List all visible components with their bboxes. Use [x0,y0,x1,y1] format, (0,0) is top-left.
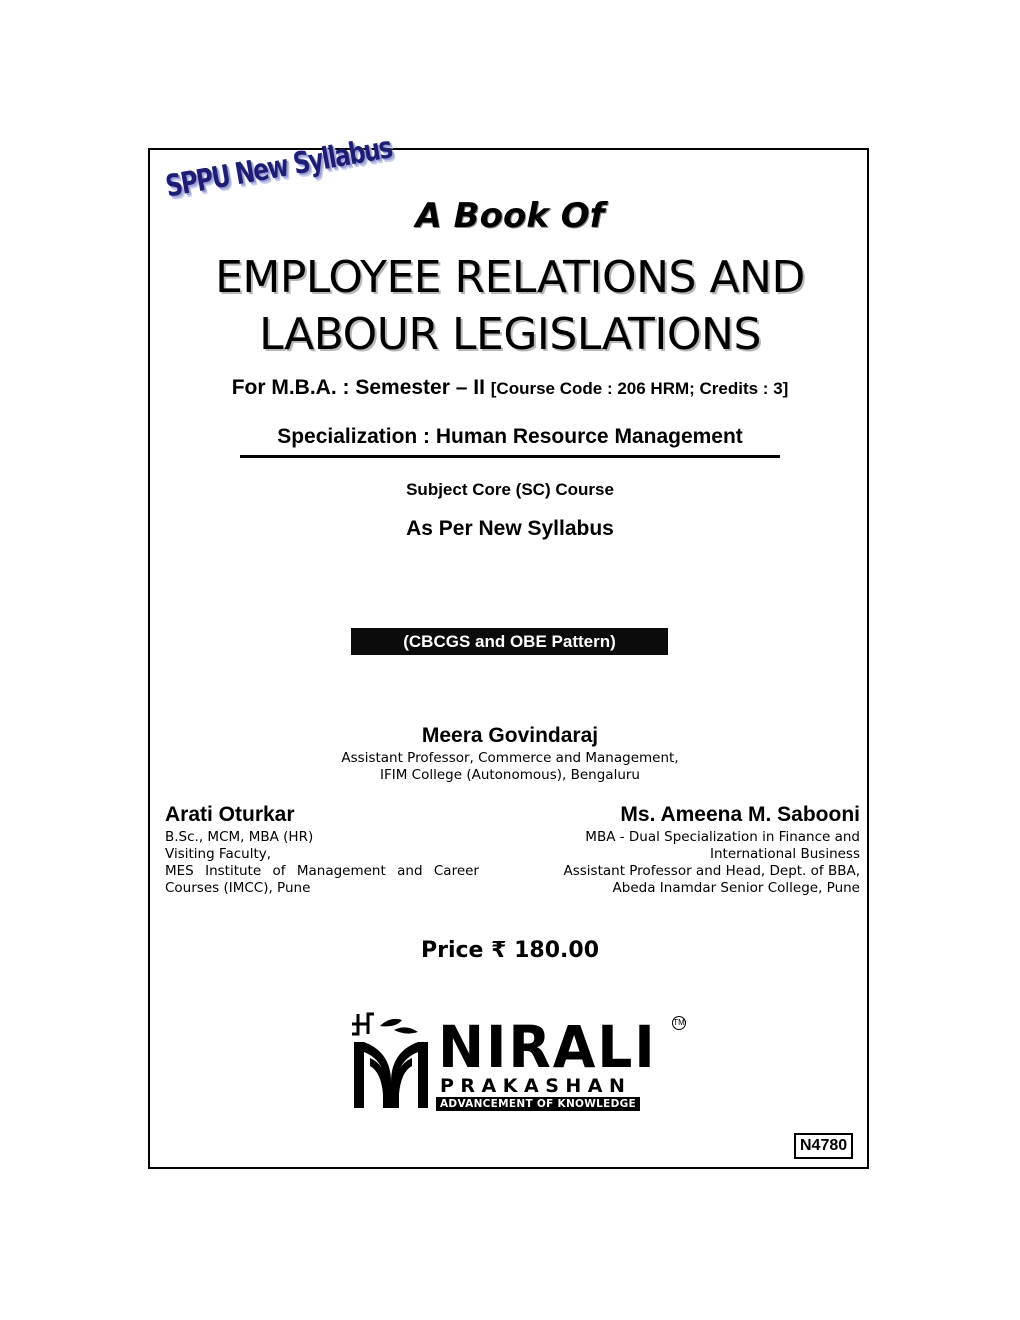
publisher-logo [350,1012,690,1112]
author-right-line: Abeda Inamdar Senior College, Pune [612,880,860,896]
publisher-sub: PRAKASHAN [440,1075,632,1097]
specialization: Specialization : Human Resource Management [240,425,780,458]
price-label: Price [420,938,484,963]
title-line-1: EMPLOYEE RELATIONS AND [215,252,805,303]
author-left-desc [165,829,479,897]
price [150,938,870,963]
semester-text: For M.B.A. : Semester – II [231,376,485,399]
book-code: N4780 [794,1133,853,1159]
author-right-name: Ms. Ameena M. Sabooni [620,803,860,826]
author-left-name: Arati Oturkar [165,803,295,826]
author-left-line: B.Sc., MCM, MBA (HR) [165,829,314,845]
author-main-name: Meera Govindaraj [421,724,599,747]
author-right-desc [530,829,860,897]
subject-core: Subject Core (SC) Course [406,480,614,499]
title-line-2: LABOUR LEGISLATIONS [259,309,761,360]
author-right-line: MBA - Dual Specialization in Finance and [585,829,860,845]
price-amount: 180.00 [514,938,600,963]
as-per-new-syllabus: As Per New Syllabus [406,517,614,540]
author-right-line: International Business [710,846,860,862]
author-main-line: Assistant Professor, Commerce and Management, [341,750,679,766]
author-right-line: Assistant Professor and Head, Dept. of BBA, [563,863,860,879]
trademark-icon: TM [672,1016,686,1030]
author-main-line: IFIM College (Autonomous), Bengaluru [380,767,640,783]
course-code-text: [Course Code : 206 HRM; Credits : 3] [490,379,789,398]
pattern-badge: (CBCGS and OBE Pattern) [351,628,668,655]
a-book-of-heading: A Book Of [415,196,605,236]
author-left-line: MES Institute of Management and Career Courses (IMCC), Pune [165,863,479,896]
rupee-icon: ₹ [491,938,507,963]
author-left-line: Visiting Faculty, [165,846,272,862]
semester-line [150,376,870,400]
nirali-emblem-icon [350,1012,436,1112]
author-main-desc [150,750,870,784]
publisher-name: NIRALI [438,1013,657,1081]
sppu-new-syllabus-stamp: SPPU New Syllabus [163,130,394,205]
publisher-tagline: ADVANCEMENT OF KNOWLEDGE [436,1097,640,1111]
